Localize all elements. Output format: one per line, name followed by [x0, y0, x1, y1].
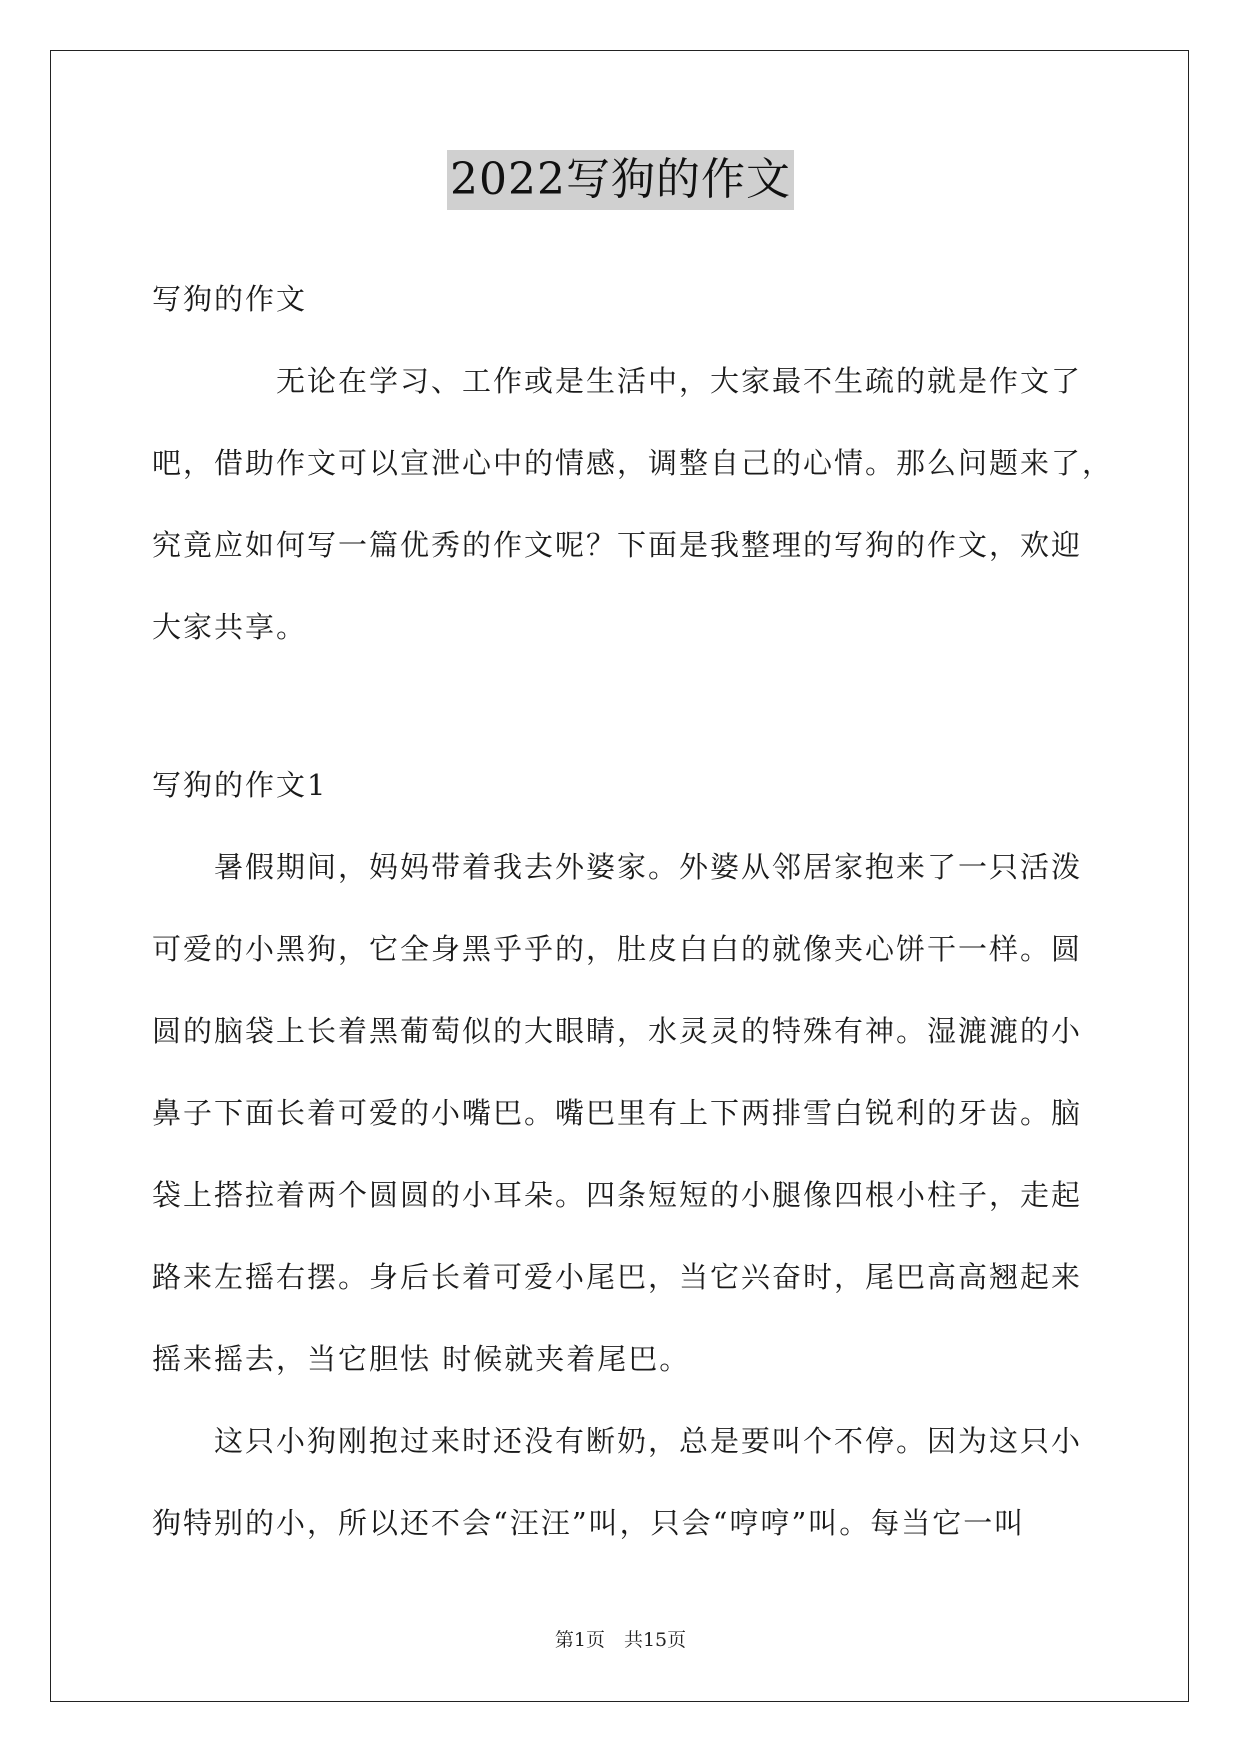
document-title: 2022写狗的作文: [447, 150, 794, 210]
text-line: 袋上搭拉着两个圆圆的小耳朵。四条短短的小腿像四根小柱子，走起: [152, 1178, 1083, 1212]
text-line: 暑假期间，妈妈带着我去外婆家。外婆从邻居家抱来了一只活泼: [152, 850, 1083, 884]
text-line: 鼻子下面长着可爱的小嘴巴。嘴巴里有上下两排雪白锐利的牙齿。脑: [152, 1096, 1083, 1130]
text-line: 究竟应如何写一篇优秀的作文呢？下面是我整理的写狗的作文，欢迎: [152, 528, 1083, 562]
text-line: 可爱的小黑狗，它全身黑乎乎的，肚皮白白的就像夹心饼干一样。圆: [152, 932, 1083, 966]
title-container: [0, 150, 1241, 210]
text-line: 圆的脑袋上长着黑葡萄似的大眼睛，水灵灵的特殊有神。湿漉漉的小: [152, 1014, 1083, 1048]
text-line: 摇来摇去，当它胆怯 时候就夹着尾巴。: [152, 1342, 691, 1376]
text-line: 无论在学习、工作或是生活中，大家最不生疏的就是作文了: [152, 364, 1083, 398]
text-line: 狗特别的小，所以还不会“汪汪”叫，只会“哼哼”叫。每当它一叫: [152, 1506, 1026, 1540]
paragraph-gap: [152, 668, 1092, 744]
text-line: 写狗的作文: [152, 282, 308, 316]
text-line: 路来左摇右摆。身后长着可爱小尾巴，当它兴奋时，尾巴高高翘起来: [152, 1260, 1083, 1294]
text-line: 吧，借助作文可以宣泄心中的情感，调整自己的心情。那么问题来了，: [152, 446, 1114, 480]
text-line: 大家共享。: [152, 610, 308, 644]
page-footer: 第1页 共15页: [554, 1629, 687, 1651]
text-line: 这只小狗刚抱过来时还没有断奶，总是要叫个不停。因为这只小: [152, 1424, 1083, 1458]
document-body: [152, 258, 1114, 1564]
text-line: 写狗的作文1: [152, 768, 328, 802]
